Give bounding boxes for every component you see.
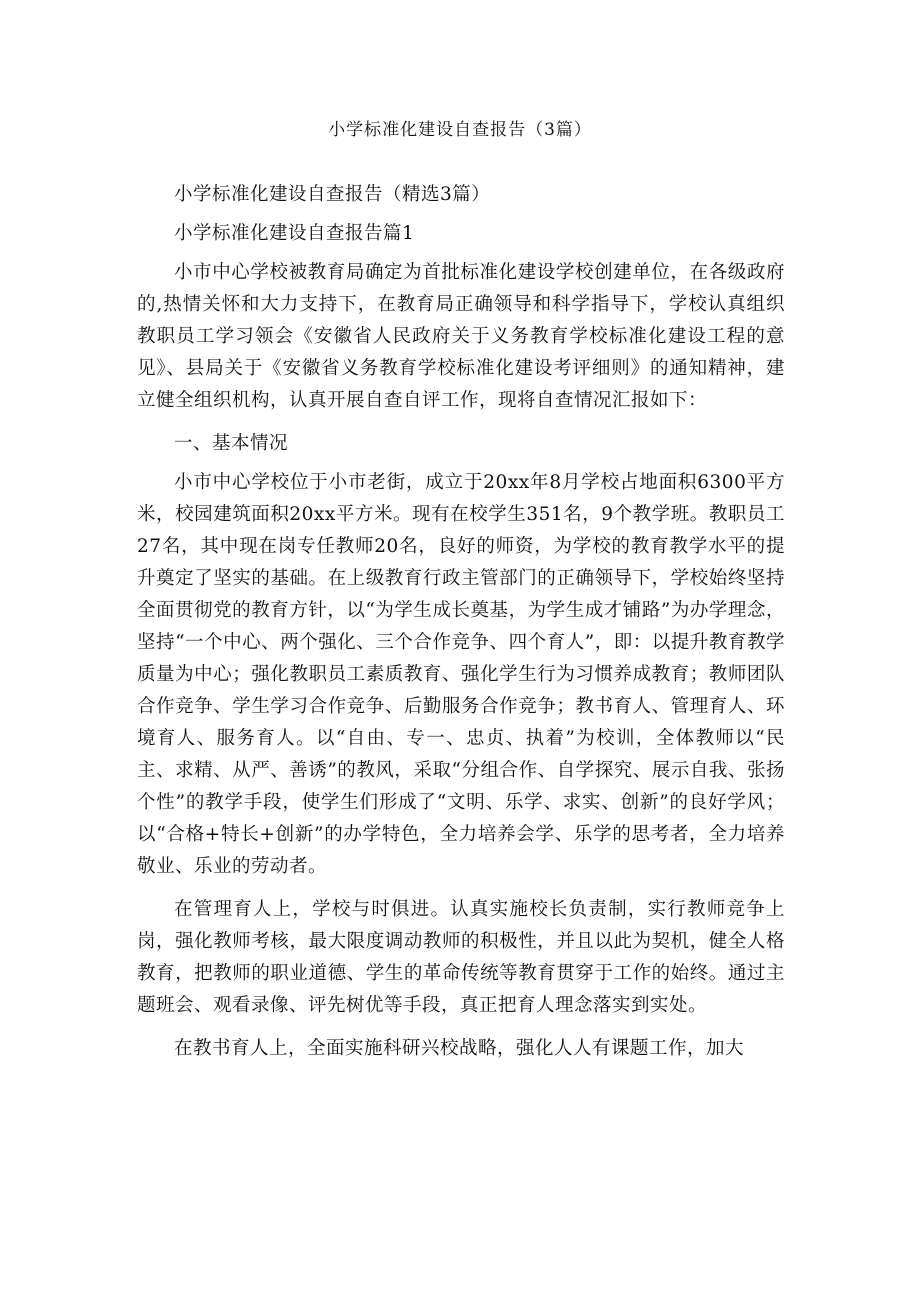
article-heading: 小学标准化建设自查报告篇1 xyxy=(174,223,415,244)
document-title: 小学标准化建设自查报告（3篇） xyxy=(328,120,592,140)
document-subtitle: 小学标准化建设自查报告（精选3篇） xyxy=(174,184,491,205)
document-body xyxy=(137,179,785,1076)
management-paragraph: 在管理育人上，学校与时俱进。认真实施校长负责制，实行教师竞争上岗，强化教师考核，最大限度调动教师的积极性，并且以此为契机，健全人格教育，把教师的职业道德、学生的革命传统等教育贯穿于工作的始终。通过主题班会、观看录像、评先树优等手段，真正把育人理念落实到实处。 xyxy=(137,899,785,1016)
section-heading-basic-info: 一、基本情况 xyxy=(174,433,289,454)
basic-info-paragraph: 小市中心学校位于小市老街，成立于20xx年8月学校占地面积6300平方米，校园建筑面积20xx平方米。现有在校学生351名，9个教学班。教职员工27名，其中现在岗专任教师20名，良好的师资，为学校的教育教学水平的提升奠定了坚实的基础。在上级教育行政主管部门的正确领导下，学校始终坚持全面贯彻党的教育方针，以“为学生成长奠基，为学生成才铺路”为办学理念，坚持“一个中心、两个强化、三个合作竞争、四个育人”，即：以提升教育教学质量为中心；强化教职员工素质教育、强化学生行为习惯养成教育；教师团队合作竞争、学生学习合作竞争、后勤服务合作竞争；教书育人、管理育人、环境育人、服务育人。以“自由、专一、忠贞、执着”为校训，全体教师以“民主、求精、从严、善诱”的教风，采取“分组合作、自学探究、展示自我、张扬个性”的教学手段，使学生们形成了“文明、乐学、求实、创新”的良好学风；以“合格+特长+创新”的办学特色，全力培养会学、乐学的思考者，全力培养敬业、乐业的劳动者。 xyxy=(137,472,785,877)
intro-paragraph: 小市中心学校被教育局确定为首批标准化建设学校创建单位，在各级政府的,热情关怀和大力支持下，在教育局正确领导和科学指导下，学校认真组织教职员工学习领会《安徽省人民政府关于义务教育学校标准化建设工程的意见》、县局关于《安徽省义务教育学校标准化建设考评细则》的通知精神，建立健全组织机构，认真开展自查自评工作，现将自查情况汇报如下： xyxy=(137,262,785,411)
teaching-paragraph: 在教书育人上，全面实施科研兴校战略，强化人人有课题工作，加大 xyxy=(174,1038,745,1059)
